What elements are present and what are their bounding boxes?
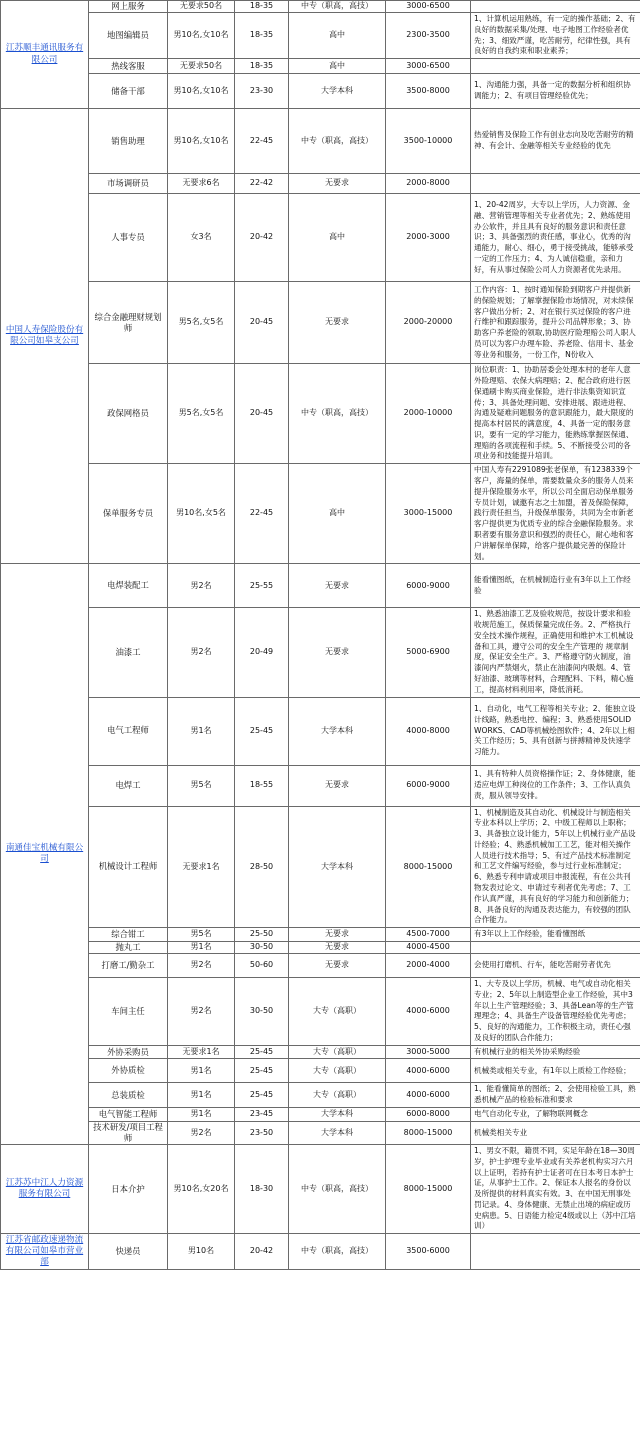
job-title: 技术研发/项目工程师 [89, 1121, 168, 1144]
job-education: 高中 [289, 194, 386, 282]
job-headcount: 男1名 [168, 1083, 235, 1108]
job-title: 总装质检 [89, 1083, 168, 1108]
job-title: 人事专员 [89, 194, 168, 282]
job-headcount: 男10名,女10名 [168, 74, 235, 109]
job-education: 大专（高职） [289, 1083, 386, 1108]
job-salary: 3000-6500 [386, 59, 471, 74]
table-row [1, 109, 640, 174]
job-age-range: 25-45 [235, 1083, 289, 1108]
job-education: 高中 [289, 59, 386, 74]
job-salary: 2300-3500 [386, 13, 471, 59]
job-education: 大专（高职） [289, 1059, 386, 1083]
job-salary: 8000-15000 [386, 1145, 471, 1234]
table-row [1, 1083, 640, 1108]
job-education: 无要求 [289, 765, 386, 806]
job-age-range: 28-50 [235, 806, 289, 928]
job-age-range: 20-42 [235, 1234, 289, 1270]
job-requirements: 有3年以上工作经验，能看懂图纸 [471, 928, 640, 942]
job-headcount: 男10名,女20名 [168, 1145, 235, 1234]
job-age-range: 18-35 [235, 13, 289, 59]
job-title: 热线客服 [89, 59, 168, 74]
job-age-range: 18-30 [235, 1145, 289, 1234]
table-row [1, 978, 640, 1046]
job-age-range: 25-45 [235, 1045, 289, 1059]
job-title: 打磨工/勤杂工 [89, 954, 168, 978]
table-row [1, 1121, 640, 1144]
job-education: 无要求 [289, 282, 386, 364]
job-salary: 2000-20000 [386, 282, 471, 364]
job-salary: 3500-10000 [386, 109, 471, 174]
job-age-range: 22-45 [235, 109, 289, 174]
job-requirements: 1、20-42周岁，大专以上学历，人力资源、金融、营销管理等相关专业者优先；2、熟练使用办公软件，并且具有良好的服务意识和责任意识；3、具备强烈的责任感，事业心，优秀的沟通能力，耐心、细心，勇于接受挑战，能够承受一定的工作压力；4、为人诚信稳重，亲和力好，有从事过保险公司人力资源者优先录用。 [471, 194, 640, 282]
table-row [1, 59, 640, 74]
job-title: 储备干部 [89, 74, 168, 109]
job-education: 大学本科 [289, 74, 386, 109]
job-age-range: 20-45 [235, 364, 289, 464]
job-headcount: 无要求1名 [168, 806, 235, 928]
job-headcount: 男5名 [168, 765, 235, 806]
job-headcount: 男1名 [168, 1059, 235, 1083]
job-education: 无要求 [289, 954, 386, 978]
job-education: 无要求 [289, 941, 386, 953]
job-age-range: 23-50 [235, 1121, 289, 1144]
job-education: 无要求 [289, 608, 386, 697]
company-name-link[interactable]: 中国人寿保险股份有限公司如皋支公司 [1, 109, 89, 564]
job-headcount: 无要求1名 [168, 1045, 235, 1059]
job-salary: 3000-6500 [386, 1, 471, 13]
table-row [1, 954, 640, 978]
table-row [1, 1108, 640, 1122]
job-headcount: 女3名 [168, 194, 235, 282]
job-title: 车间主任 [89, 978, 168, 1046]
job-salary: 3500-6000 [386, 1234, 471, 1270]
job-age-range: 25-45 [235, 697, 289, 765]
job-salary: 2000-10000 [386, 364, 471, 464]
job-requirements: 1、沟通能力强，具备一定的数据分析和组织协调能力；2、有项目管理经验优先； [471, 74, 640, 109]
job-age-range: 30-50 [235, 941, 289, 953]
job-title: 外协质检 [89, 1059, 168, 1083]
job-requirements: 有机械行业的相关外协采购经验 [471, 1045, 640, 1059]
job-title: 政保网格员 [89, 364, 168, 464]
job-age-range: 18-35 [235, 59, 289, 74]
job-headcount: 男1名 [168, 697, 235, 765]
job-education: 大专（高职） [289, 1045, 386, 1059]
job-age-range: 25-45 [235, 1059, 289, 1083]
table-row [1, 765, 640, 806]
job-requirements: 1、能看懂简单的图纸；2、会使用检验工具，熟悉机械产品的检验标准和要求 [471, 1083, 640, 1108]
job-title: 抛丸工 [89, 941, 168, 953]
job-requirements: 机械类相关专业 [471, 1121, 640, 1144]
job-title: 保单服务专员 [89, 464, 168, 564]
company-name-link[interactable]: 南通佳宝机械有限公司 [1, 564, 89, 1145]
job-age-range: 25-50 [235, 928, 289, 942]
job-requirements: 会使用打磨机、行车，能吃苦耐劳者优先 [471, 954, 640, 978]
table-row [1, 1, 640, 13]
table-row [1, 174, 640, 194]
job-age-range: 50-60 [235, 954, 289, 978]
job-age-range: 20-49 [235, 608, 289, 697]
job-education: 无要求 [289, 564, 386, 608]
job-age-range: 18-55 [235, 765, 289, 806]
table-row [1, 74, 640, 109]
job-headcount: 无要求50名 [168, 59, 235, 74]
job-requirements [471, 1, 640, 13]
job-headcount: 男5名,女5名 [168, 282, 235, 364]
job-education: 无要求 [289, 928, 386, 942]
job-headcount: 男5名 [168, 928, 235, 942]
job-title: 油漆工 [89, 608, 168, 697]
job-salary: 4000-8000 [386, 697, 471, 765]
job-requirements [471, 174, 640, 194]
job-age-range: 23-45 [235, 1108, 289, 1122]
job-age-range: 25-55 [235, 564, 289, 608]
table-row [1, 941, 640, 953]
job-requirements [471, 941, 640, 953]
job-education: 中专（职高，高技） [289, 364, 386, 464]
job-title: 外协采购员 [89, 1045, 168, 1059]
job-salary: 2000-3000 [386, 194, 471, 282]
job-headcount: 男2名 [168, 978, 235, 1046]
job-title: 综合金融理财规划师 [89, 282, 168, 364]
job-requirements: 电气自动化专业，了解物联网概念 [471, 1108, 640, 1122]
job-headcount: 男10名,女5名 [168, 464, 235, 564]
job-age-range: 22-42 [235, 174, 289, 194]
table-row [1, 194, 640, 282]
job-requirements [471, 1234, 640, 1270]
job-salary: 8000-15000 [386, 1121, 471, 1144]
job-age-range: 22-45 [235, 464, 289, 564]
job-education: 中专（职高，高技） [289, 1234, 386, 1270]
table-row [1, 1045, 640, 1059]
job-education: 大学本科 [289, 1121, 386, 1144]
job-headcount: 男1名 [168, 1108, 235, 1122]
job-requirements: 1、机械制造及其自动化、机械设计与制造相关专业本科以上学历；2、中级工程师以上职称；3、具备独立设计能力，5年以上机械行业产品设计经验；4、熟悉机械加工工艺，能对相关操作人员进行技术指导；5、有过产品技术标准制定和工艺文件编写经验，参与过行业标准制定；6、熟悉专利申请或项目申报流程，有在公共刊物发表过论文、申请过专利者优先考虑；7、工作认真严谨，具有良好的学习能力和创新能力；8、具备良好的沟通及表达能力，有较强的团队合作能力。 [471, 806, 640, 928]
job-requirements: 1、大专及以上学历，机械、电气或自动化相关专业；2、5年以上制造型企业工作经验，其中3年以上生产管理经验；3、具备Lean等的生产管理理念；4、具备生产设备管理经验优先考虑；5、良好的沟通能力，工作积极主动，责任心强及良好的团队合作能力； [471, 978, 640, 1046]
job-title: 综合钳工 [89, 928, 168, 942]
job-requirements: 工作内容：1、按时通知保险到期客户并提供新的保险规划；了解掌握保险市场情况，对未续保客户做出分析；2、对在银行买过保险的客户进行维护和跟踪服务，提升公司品牌形象；3、协助客户养老险的领取,协助医疗险理赔公司人职人员可以为客户办理车险、养老险、信用卡、基金等业务和服务，一份工作，N份收入 [471, 282, 640, 364]
job-title: 电焊装配工 [89, 564, 168, 608]
job-headcount: 男2名 [168, 608, 235, 697]
job-salary: 3000-15000 [386, 464, 471, 564]
job-education: 中专（职高，高技） [289, 109, 386, 174]
job-headcount: 男2名 [168, 954, 235, 978]
job-requirements: 中国人寿有2291089张老保单，有1238339个客户，海量的保单，需要数量众多的服务人员来提升保险服务水平，所以公司全面启动保单服务专员计划，诚邀有志之士加盟，普及保险保障，践行责任担当，升级保单服务，共同为全市新老客户提供更为优质专业的综合金融保险服务。求职者要有服务意识和强烈的责任心，耐心地和客户讲解保单保障，给客户提供最完善的保险计划。 [471, 464, 640, 564]
table-row [1, 928, 640, 942]
job-education: 高中 [289, 13, 386, 59]
recruitment-table-body [1, 1, 640, 1270]
job-requirements [471, 59, 640, 74]
job-requirements: 1、熟悉油漆工艺及验收规范，按设计要求和验收规范施工，保质保量完成任务。2、严格执行安全技术操作规程，正确使用和维护木工机械设备和工具，遵守公司的安全生产管理的 规章制度，保证安全生产。3、严格遵守防火制度，油漆间内严禁烟火，禁止在油漆间内吸烟。4、管好油漆、玻璃等材料，合理配料、下料，精心施工，提高材料利用率，降低消耗。 [471, 608, 640, 697]
job-requirements: 岗位职责：1、协助居委会处理本村的老年人意外险理赔、农保大病理赔；2、配合政府进行医保通刷卡购买商业保险，进行非法集资知识宣传；3、具备处理问题、安排进展、跟进进程、沟通及疑难问题服务的意识跟能力，最大限度的提高本村居民的满意度，4、具备一定的服务意识，要有一定的学习能力，能熟练掌握医保通、理赔的各项流程和手续。5、不断接受公司的各项业务和技能提升培训。 [471, 364, 640, 464]
job-age-range: 23-30 [235, 74, 289, 109]
job-age-range: 18-35 [235, 1, 289, 13]
job-salary: 3500-8000 [386, 74, 471, 109]
job-title: 市场调研员 [89, 174, 168, 194]
job-requirements: 1、男女不限，籍贯不同，实足年龄在18—30周岁，护士护理专业毕业或有关养老机构实习六月以上证明，若持有护士证者可在日本考日本护士证，从事护士工作。2、保证本人报名的身份以及所提供的材料真实有效。3、在中国无刑事处罚记录。4、身体健康、无禁止出境的病症或历史病患。5、日语能力检定4级或以上（苏中江培训） [471, 1145, 640, 1234]
job-age-range: 20-42 [235, 194, 289, 282]
job-headcount: 无要求50名 [168, 1, 235, 13]
job-salary: 5000-6900 [386, 608, 471, 697]
job-requirements: 能看懂图纸，在机械制造行业有3年以上工作经验 [471, 564, 640, 608]
job-title: 日本介护 [89, 1145, 168, 1234]
job-salary: 4000-4500 [386, 941, 471, 953]
job-salary: 6000-9000 [386, 564, 471, 608]
table-row [1, 464, 640, 564]
job-title: 电气工程师 [89, 697, 168, 765]
table-row [1, 13, 640, 59]
table-row [1, 608, 640, 697]
job-title: 销售助理 [89, 109, 168, 174]
table-row [1, 1145, 640, 1234]
job-requirements: 机械类或相关专业，有1年以上质检工作经验； [471, 1059, 640, 1083]
job-education: 大学本科 [289, 697, 386, 765]
job-headcount: 男10名,女10名 [168, 109, 235, 174]
job-headcount: 无要求6名 [168, 174, 235, 194]
job-salary: 4000-6000 [386, 978, 471, 1046]
job-education: 大专（高职） [289, 978, 386, 1046]
job-salary: 4500-7000 [386, 928, 471, 942]
table-row [1, 1234, 640, 1270]
job-salary: 4000-6000 [386, 1083, 471, 1108]
table-row [1, 806, 640, 928]
job-headcount: 男2名 [168, 1121, 235, 1144]
job-education: 中专（职高，高技） [289, 1145, 386, 1234]
company-name-link[interactable]: 江苏顺丰通讯服务有限公司 [1, 1, 89, 109]
job-salary: 2000-4000 [386, 954, 471, 978]
job-salary: 8000-15000 [386, 806, 471, 928]
job-title: 电气智能工程师 [89, 1108, 168, 1122]
table-row [1, 1059, 640, 1083]
job-salary: 6000-8000 [386, 1108, 471, 1122]
job-title: 网上服务 [89, 1, 168, 13]
table-row [1, 282, 640, 364]
job-salary: 3000-5000 [386, 1045, 471, 1059]
job-headcount: 男5名,女5名 [168, 364, 235, 464]
job-title: 机械设计工程师 [89, 806, 168, 928]
job-headcount: 男10名 [168, 1234, 235, 1270]
job-requirements: 1、计算机运用熟练，有一定的操作基础；2、有良好的数据采集/处理、电子地图工作经验者优先；3、细致严谨，吃苦耐劳，纪律性强，具有良好的自我约束和职业素养； [471, 13, 640, 59]
job-age-range: 20-45 [235, 282, 289, 364]
job-title: 地图编辑员 [89, 13, 168, 59]
job-age-range: 30-50 [235, 978, 289, 1046]
job-salary: 2000-8000 [386, 174, 471, 194]
table-row [1, 697, 640, 765]
job-headcount: 男1名 [168, 941, 235, 953]
job-education: 大学本科 [289, 806, 386, 928]
job-education: 无要求 [289, 174, 386, 194]
job-salary: 4000-6000 [386, 1059, 471, 1083]
job-education: 大学本科 [289, 1108, 386, 1122]
table-row [1, 564, 640, 608]
job-requirements: 1、具有特种人员资格操作证；2、身体健康，能适应电焊工种岗位的工作条件；3、工作认真负责，服从领导安排。 [471, 765, 640, 806]
job-salary: 6000-9000 [386, 765, 471, 806]
job-requirements: 1、自动化，电气工程等相关专业；2、能独立设计线路，熟悉电控、编程；3、熟悉使用SOLIDWORKS、CAD等机械绘图软件；4、2年以上相关工作经历；5、具有创新与拼搏精神及快速学习能力。 [471, 697, 640, 765]
table-row [1, 364, 640, 464]
company-name-link[interactable]: 江苏省邮政速递物流有限公司如皋市营业部 [1, 1234, 89, 1270]
job-education: 中专（职高，高技） [289, 1, 386, 13]
job-education: 高中 [289, 464, 386, 564]
job-headcount: 男2名 [168, 564, 235, 608]
job-headcount: 男10名,女10名 [168, 13, 235, 59]
job-requirements: 热爱销售及保险工作有创业志向及吃苦耐劳的精神、有会计、金融等相关专业经验的优先 [471, 109, 640, 174]
job-title: 电焊工 [89, 765, 168, 806]
company-name-link[interactable]: 江苏苏中江人力资源服务有限公司 [1, 1145, 89, 1234]
job-title: 快递员 [89, 1234, 168, 1270]
